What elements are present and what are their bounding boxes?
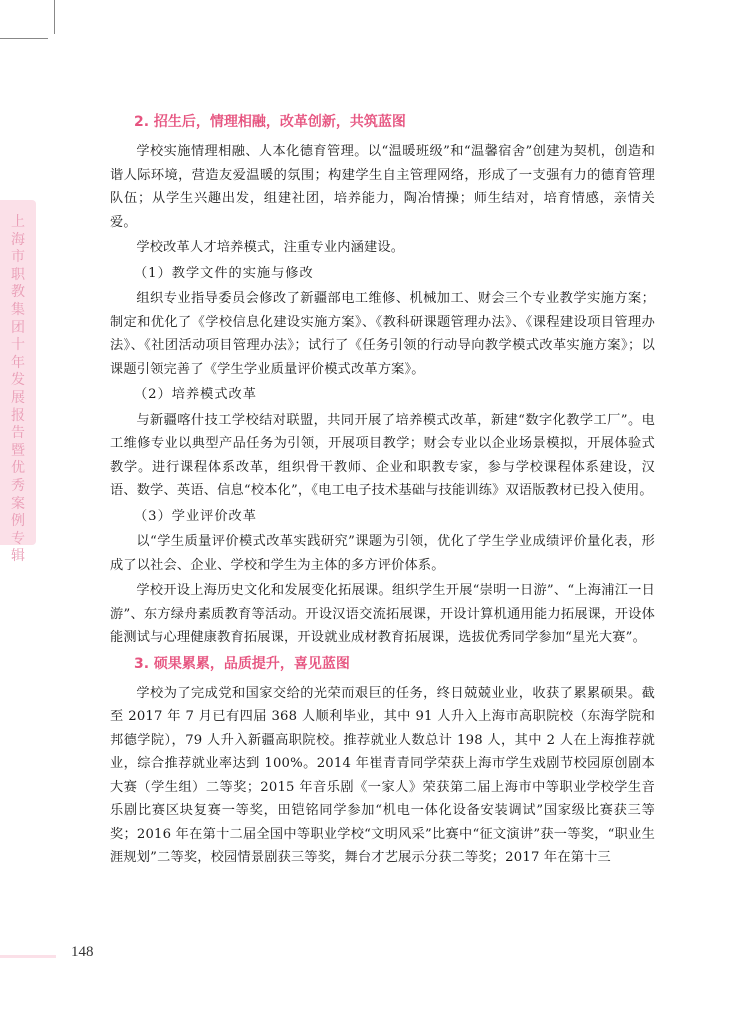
paragraph: 学校实施情理相融、人本化德育管理。以“温暖班级”和“温馨宿舍”创建为契机，创造和谐人际环境，营造友爱温暖的氛围；构建学生自主管理网络，形成了一支强有力的德育管理队伍；从学生兴趣出发，组建社团，培养能力，陶冶情操；师生结对，培育情感，亲情关爱。	[110, 144, 655, 230]
page-body	[110, 112, 655, 872]
section-3-heading: 3. 硕果累累，品质提升，喜见蓝图	[134, 655, 350, 672]
subheading: （1）教学文件的实施与修改	[134, 265, 314, 281]
paragraph: 与新疆喀什技工学校结对联盟，共同开展了培养模式改革，新建“数字化教学工厂”。电工维修专业以典型产品任务为引领，开展项目教学；财会专业以企业场景模拟，开展体验式教学。进行课程体系改革，组织骨干教师、企业和职教专家，参与学校课程体系建设，汉语、数学、英语、信息“校本化”，《电工电子技术基础与技能训练》双语版教材已投入使用。	[110, 412, 655, 498]
section-2-heading: 2. 招生后，情理相融，改革创新，共筑蓝图	[134, 114, 406, 130]
crop-mark-horizontal	[0, 38, 48, 39]
footer-rule	[0, 955, 56, 958]
paragraph: 组织专业指导委员会修改了新疆部电工维修、机械加工、财会三个专业教学实施方案；制定和优化了《学校信息化建设实施方案》、《教科研课题管理办法》、《课程建设项目管理办法》、《社团活动项目管理办法》；试行了《任务引领的行动导向教学模式改革实施方案》；以课题引领完善了《学生学业质量评价模式改革方案》。	[110, 291, 655, 377]
subheading: （2）培养模式改革	[134, 387, 257, 402]
page-number: 148	[71, 944, 94, 960]
paragraph: 学校开设上海历史文化和发展变化拓展课。组织学生开展“崇明一日游”、“上海浦江一日游”、东方绿舟素质教育等活动。开设汉语交流拓展课，开设计算机通用能力拓展课，开设体能测试与心理健康教育拓展课，开设就业成材教育拓展课，选拔优秀同学参加“星光大赛”。	[110, 583, 655, 645]
subheading: （3）学业评价改革	[134, 508, 257, 524]
crop-mark-vertical	[54, 0, 55, 34]
paragraph: 学校为了完成党和国家交给的光荣而艰巨的任务，终日兢兢业业，收获了累累硕果。截至 2017 年 7 月已有四届 368 人顺利毕业，其中 91 人升入上海市高职院校（东海学院和邦德学院），79 人升入新疆高职院校。推荐就业人数总计 198 人，其中 2 人在上海推荐就业，综合推荐就业率达到 100%。2014 年崔青青同学荣获上海市学生戏剧节校园原创剧本大赛（学生组）二等奖；2015 年音乐剧《一家人》荣获第二届上海市中等职业学校学生音乐剧比赛区块复赛一等奖，田铠铭同学参加“机电一体化设备安装调试”国家级比赛获三等奖；2016 年在第十二届全国中等职业学校“文明风采”比赛中“征文演讲”获一等奖，“职业生涯规划”二等奖，校园情景剧获三等奖，舞台才艺展示分获二等奖；2017 年在第十三	[110, 685, 655, 865]
side-tab-label: 上海市职教集团十年发展报告暨优秀案例专辑	[11, 214, 25, 565]
paragraph: 学校改革人才培养模式，注重专业内涵建设。	[136, 240, 405, 255]
paragraph: 以“学生质量评价模式改革实践研究”课题为引领，优化了学生学业成绩评价量化表，形成了以社会、企业、学校和学生为主体的多方评价体系。	[110, 534, 655, 573]
